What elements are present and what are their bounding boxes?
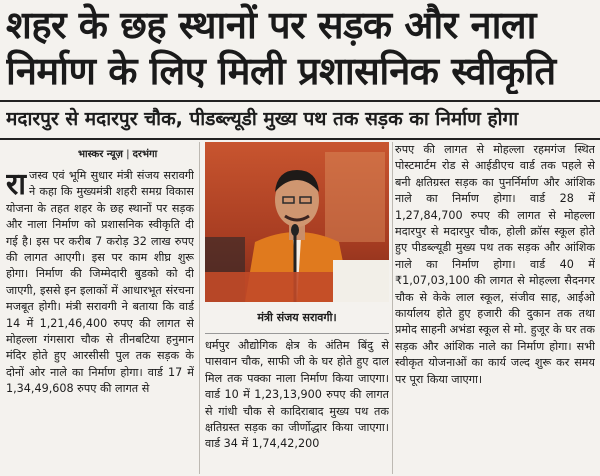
headline-line-1: शहर के छह स्थानों पर सड़क और नाला xyxy=(6,3,537,47)
column-divider-2 xyxy=(392,142,393,474)
photo-caption: मंत्री संजय सरावगी। xyxy=(205,303,389,334)
drop-cap: रा xyxy=(6,168,27,202)
article-column-2 xyxy=(205,338,389,474)
byline xyxy=(78,146,157,160)
minister-photo-image xyxy=(205,142,389,302)
column-2-text: धर्मपुर औद्योगिक क्षेत्र के अंतिम बिंदु से पासवान चौक, साफी जी के घर होते हुए दाल मिल तक पक्का नाला निर्माण किया जाएगा। वार्ड 10 में 1,23,13,900 रुपए की लागत से गांधी चौक से कादिराबाद मुख्य पथ तक क्षतिग्रस्त सड़क का जीर्णोद्धार किया जाएगा। वार्ड 34 में 1,74,42,200 xyxy=(205,339,389,451)
byline-source: भास्कर न्यूज़ xyxy=(78,149,123,160)
minister-photo xyxy=(205,142,389,302)
subheadline: मदारपुर से मदारपुर चौक, पीडब्ल्यूडी मुख्य पथ तक सड़क का निर्माण होगा xyxy=(6,108,519,130)
subheadline-divider xyxy=(0,138,600,140)
column-3-text: रुपए की लागत से मोहल्ला रहमगंज स्थित पोस्टमार्टम रोड से आईडीएच वार्ड तक पहले से बनी क्षतिग्रस्त सड़क का पुनर्निर्माण और आंशिक नाले का निर्माण होगा। वार्ड 28 में 1,27,84,700 रुपए की लागत से मोहल्ला मदारपुर से मदारपुर चौक, होली क्रॉस स्कूल होते हुए पीडब्ल्यूडी मुख्य पथ तक सड़क और आंशिक नाले का निर्माण होगा। वार्ड 40 में ₹1,07,03,100 की लागत से मोहल्ला सैदनगर चौक से केके लाल स्कूल, संजीव साह, आईओ कार्यालय होते हुए हजारी की दुकान तक तथा प्रमोद साहनी अभंडा स्कूल से मो. हुजूर के घर तक सड़क और आंशिक नाले का निर्माण होगा। सभी स्वीकृत योजनाओं का कार्य जल्द शुरू कर समय पर पूरा किया जाएगा। xyxy=(395,143,595,386)
byline-separator: | xyxy=(125,149,130,160)
column-divider-1 xyxy=(199,142,200,474)
byline-place: दरभंगा xyxy=(132,149,158,160)
column-1-text: जस्व एवं भूमि सुधार मंत्री संजय सरावगी ने कहा कि मुख्यमंत्री शहरी समग्र विकास योजना के तहत शहर के छह स्थानों पर सड़क और नाला निर्माण को प्रशासनिक स्वीकृति दी गई है। इस पर करीब 7 करोड़ 32 लाख रुपए की लागत आएगी। इस पर काम शीघ्र शुरू होगा। निर्माण की जिम्मेदारी बुडको को दी जाएगी, इससे इन इलाकों में आधारभूत संरचना मजबूत होगी। मंत्री सरावगी ने बताया कि वार्ड 14 में 1,21,46,400 रुपए की लागत से मोहल्ला गंगसारा चौक से तीनबटिया हनुमान मंदिर होते हुए आरसीसी पुल तक सड़क के दोनों ओर नाले का निर्माण होगा। वार्ड 17 में 1,34,49,608 रुपए की लागत से xyxy=(6,169,194,396)
headline-line-2: निर्माण के लिए मिली प्रशासनिक स्वीकृति xyxy=(6,49,556,93)
article-column-3 xyxy=(395,142,595,474)
headline xyxy=(6,2,596,94)
headline-divider xyxy=(0,100,600,102)
article-column-1 xyxy=(6,168,194,474)
